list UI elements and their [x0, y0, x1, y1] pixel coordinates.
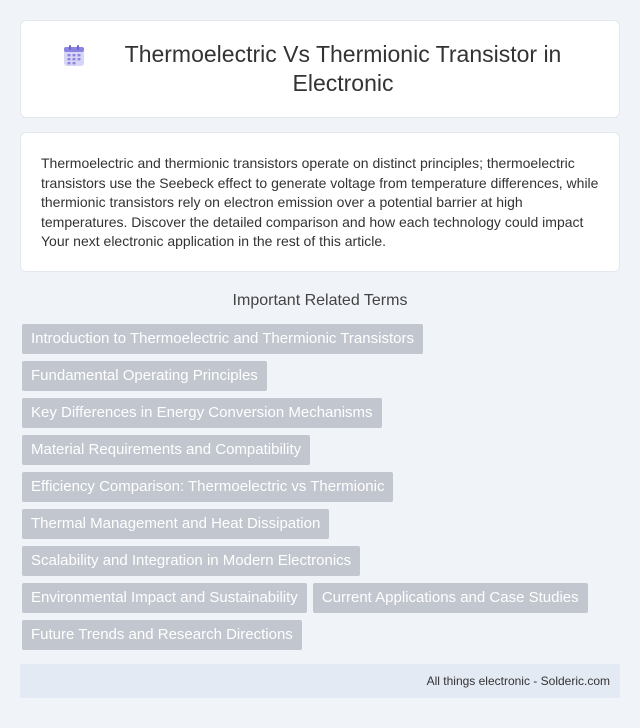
tag-thermal-management[interactable]: Thermal Management and Heat Dissipation — [22, 509, 329, 539]
page-title: Thermoelectric Vs Thermionic Transistor in Electronic — [124, 41, 562, 96]
intro-card — [20, 132, 620, 272]
tag-current-applications[interactable]: Current Applications and Case Studies — [313, 583, 588, 613]
tag-efficiency-comparison[interactable]: Efficiency Comparison: Thermoelectric vs Thermionic — [22, 472, 393, 502]
footer-bar — [20, 664, 620, 698]
related-terms-heading: Important Related Terms — [232, 292, 408, 309]
intro-text: Thermoelectric and thermionic transistors operate on distinct principles; thermoelectric transistors use the Seebeck effect to generate voltage from temperature differences, while thermionic transistors rely on electron emission over a potential barrier at high temperatures. Discover the detailed comparison and how each technology could impact Your next electronic application in the rest of this article. — [41, 155, 599, 250]
tag-material-requirements[interactable]: Material Requirements and Compatibility — [22, 435, 310, 465]
calendar-icon — [62, 44, 86, 68]
footer-text: All things electronic - Solderic.com — [426, 674, 610, 688]
tag-future-trends[interactable]: Future Trends and Research Directions — [22, 620, 302, 650]
tag-scalability-integration[interactable]: Scalability and Integration in Modern Electronics — [22, 546, 360, 576]
tag-key-differences[interactable]: Key Differences in Energy Conversion Mechanisms — [22, 398, 382, 428]
tag-introduction[interactable]: Introduction to Thermoelectric and Thermionic Transistors — [22, 324, 423, 354]
tag-fundamental-principles[interactable]: Fundamental Operating Principles — [22, 361, 267, 391]
header-card — [20, 20, 620, 118]
related-terms-list — [22, 324, 622, 650]
header-inner — [62, 40, 578, 98]
tag-environmental-impact[interactable]: Environmental Impact and Sustainability — [22, 583, 307, 613]
